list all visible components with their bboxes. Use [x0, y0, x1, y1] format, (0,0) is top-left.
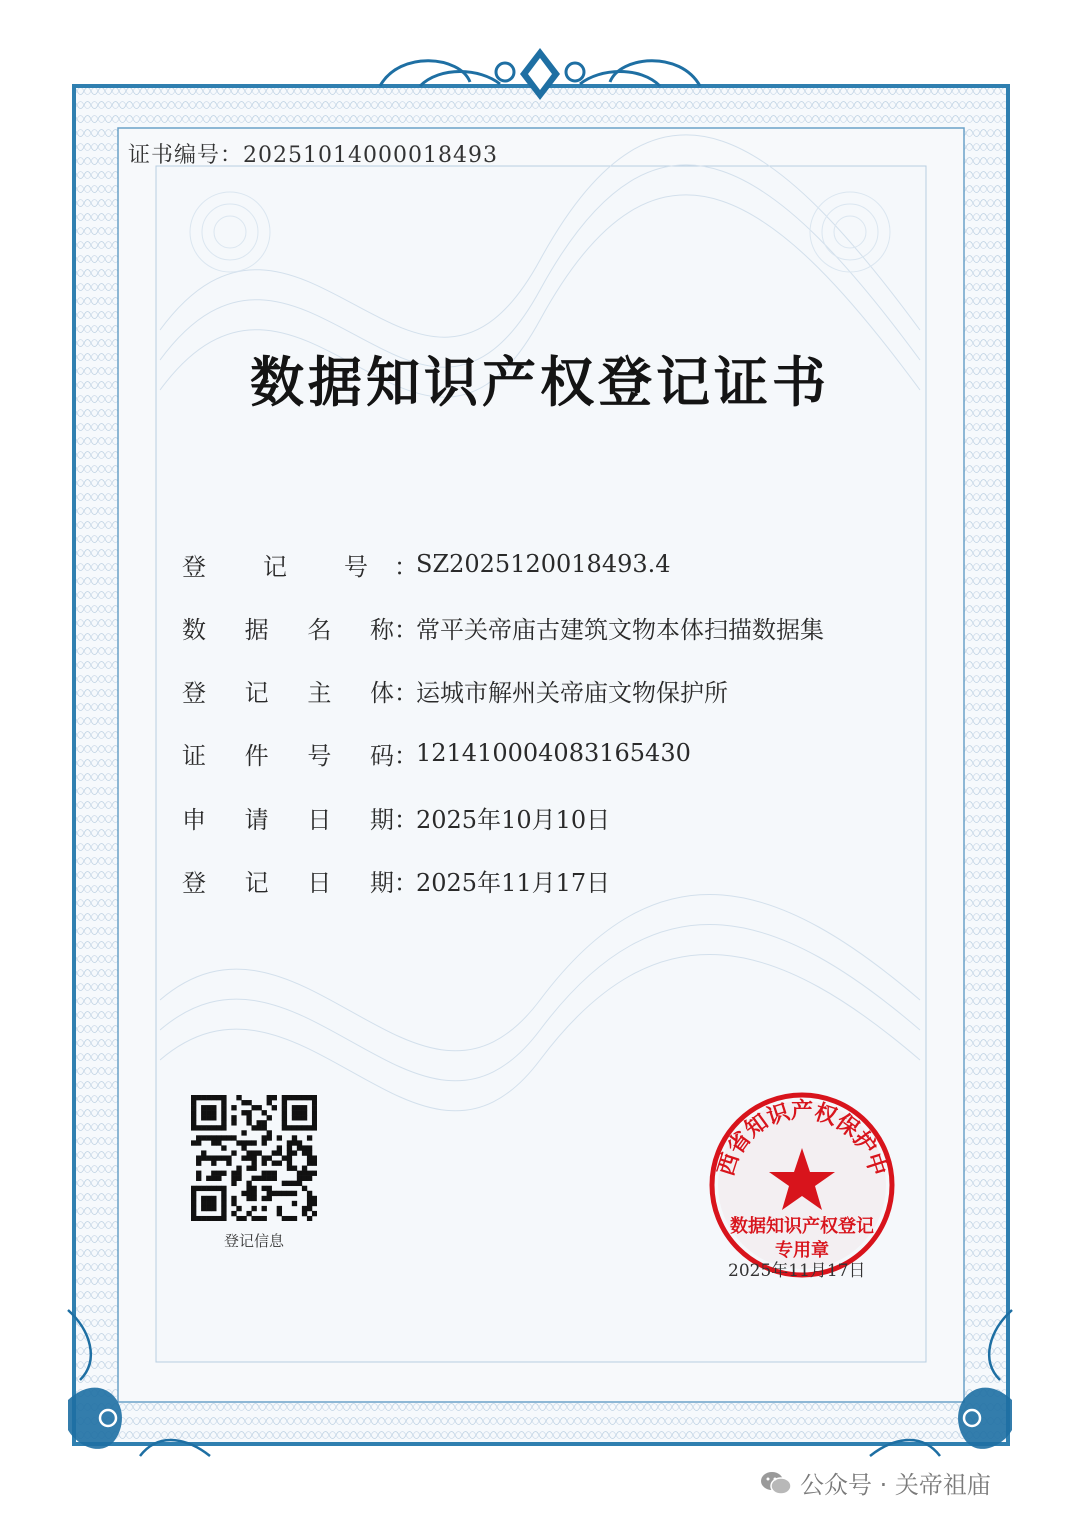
field-value: SZ2025120018493.4	[416, 550, 671, 578]
seal-date: 2025年11月17日	[728, 1261, 866, 1281]
field-label: 数 据 名 称	[182, 615, 394, 644]
svg-text:专用章: 专用章	[775, 1240, 829, 1261]
seal-stamp-icon	[702, 1090, 902, 1280]
field-label: 登 记 日 期	[182, 868, 394, 897]
field-value: 常平关帝庙古建筑文物本体扫描数据集	[416, 615, 824, 644]
field-label: 登 记 主 体	[182, 678, 394, 707]
watermark-text: 公众号 · 关帝祖庙	[800, 1471, 991, 1499]
official-seal	[702, 1090, 902, 1280]
wechat-icon	[760, 1470, 792, 1496]
watermark	[760, 1465, 991, 1500]
svg-text:山西省知识产权保护中心: 西省知识产权保护中	[713, 1099, 891, 1179]
field-value: 2025年10月10日	[416, 805, 611, 834]
field-registrant: 登 记 主 体 ： 运城市解州关帝庙文物保护所	[182, 672, 728, 708]
field-label: 证 件 号 码	[182, 741, 394, 770]
svg-text:数据知识产权登记: 数据知识产权登记	[730, 1216, 874, 1237]
field-value: 运城市解州关帝庙文物保护所	[416, 678, 728, 707]
qr-code-icon	[191, 1095, 317, 1221]
field-id-number: 证 件 号 码 ： 121410004083165430	[182, 735, 691, 771]
certificate-title: 数据知识产权登记证书	[250, 351, 830, 414]
field-registration-number: 登 记 号 ： SZ2025120018493.4	[182, 546, 671, 582]
certificate-number: 证书编号：20251014000018493	[128, 143, 498, 168]
field-registration-date: 登 记 日 期 ： 2025年11月17日	[182, 862, 610, 898]
field-label: 申 请 日 期	[182, 805, 394, 834]
field-application-date: 申 请 日 期 ： 2025年10月10日	[182, 799, 610, 835]
field-value: 2025年11月17日	[416, 868, 611, 897]
qr-code[interactable]	[191, 1095, 317, 1221]
qr-caption: 登记信息	[223, 1232, 284, 1250]
field-value: 121410004083165430	[416, 739, 691, 767]
field-data-name: 数 据 名 称 ： 常平关帝庙古建筑文物本体扫描数据集	[182, 609, 824, 645]
field-label: 登 记 号	[182, 552, 368, 581]
